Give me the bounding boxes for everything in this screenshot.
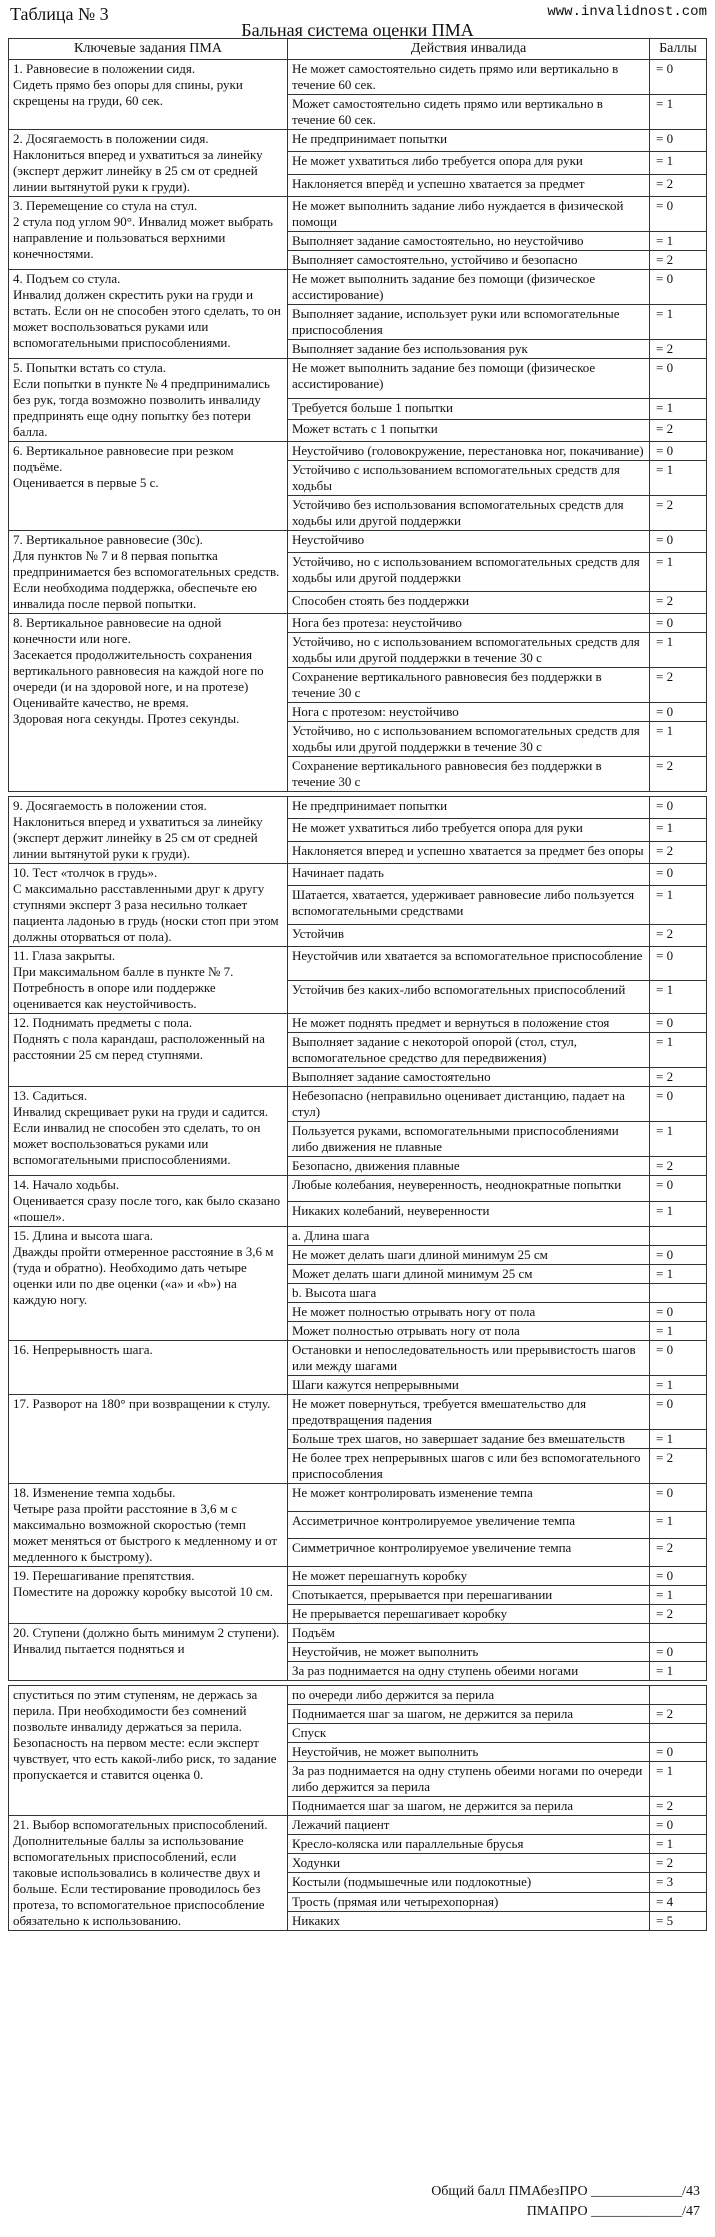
- score-cell: [650, 1284, 707, 1303]
- action-cell: Лежачий пациент: [288, 1816, 650, 1835]
- task-text: 11. Глаза закрыты.: [13, 948, 116, 963]
- action-cell: Сохранение вертикального равновесия без поддержки в течение 30 с: [288, 668, 650, 703]
- task-text: 2 стула под углом 90°. Инвалид может выбрать направление и пользоваться верхними конечностями.: [13, 214, 273, 261]
- task-text: Наклониться вперед и ухватиться за линейку (эксперт держит линейку в 25 см от средней линии вытянутой руки к груди).: [13, 814, 263, 861]
- action-cell: Не предпринимает попытки: [288, 130, 650, 152]
- task-text: 4. Подъем со стула.: [13, 271, 121, 286]
- task-text: Четыре раза пройти расстояние в 3,6 м с максимально возможной скоростью (темп может меняться от быстрого к медленному и от медленного к быстрому).: [13, 1501, 278, 1564]
- task-cell: [9, 197, 288, 270]
- score-cell: = 1: [650, 1511, 707, 1539]
- totals-block: [340, 2182, 700, 2222]
- action-cell: Не может самостоятельно сидеть прямо или вертикально в течение 60 сек.: [288, 60, 650, 95]
- score-cell: = 2: [650, 1605, 707, 1624]
- score-cell: = 0: [650, 1014, 707, 1033]
- table-row: [9, 60, 707, 95]
- task-text: 13. Садиться.: [13, 1088, 88, 1103]
- task-text: 20. Ступени (должно быть минимум 2 ступени).: [13, 1625, 280, 1640]
- action-cell: Способен стоять без поддержки: [288, 592, 650, 614]
- action-cell: Устойчив без каких-либо вспомогательных приспособлений: [288, 980, 650, 1014]
- task-text: 7. Вертикальное равновесие (30с).: [13, 532, 203, 547]
- table-row: [9, 1816, 707, 1835]
- task-cell: [9, 442, 288, 531]
- score-cell: = 0: [650, 60, 707, 95]
- action-cell: Начинает падать: [288, 864, 650, 886]
- action-cell: Не более трех непрерывных шагов с или без вспомогательного приспособления: [288, 1449, 650, 1484]
- task-text: Если попытки в пункте № 4 предпринимались без рук, тогда возможно позволить инвалиду предпринять еще одну попытку без потери балла.: [13, 376, 270, 439]
- action-cell: Остановки и непоследовательность или прерывистость шагов или между шагами: [288, 1341, 650, 1376]
- action-cell: Не прерывается перешагивает коробку: [288, 1605, 650, 1624]
- action-cell: Никаких: [288, 1911, 650, 1930]
- task-cell: [9, 1176, 288, 1227]
- task-cell: [9, 1816, 288, 1931]
- task-text: С максимально расставленными друг к другу ступнями эксперт 3 раза несильно толкает пациента ладонью в грудь (носки стоп при этом должны оторваться от пола).: [13, 881, 279, 944]
- action-cell: Спуск: [288, 1724, 650, 1743]
- task-cell: [9, 614, 288, 792]
- action-cell: Небезопасно (неправильно оценивает дистанцию, падает на стул): [288, 1087, 650, 1122]
- table-row: [9, 1395, 707, 1430]
- task-cell: [9, 797, 288, 864]
- score-cell: = 0: [650, 1743, 707, 1762]
- action-cell: Ходунки: [288, 1854, 650, 1873]
- score-cell: = 1: [650, 1322, 707, 1341]
- task-text: 17. Разворот на 180° при возвращении к стулу.: [13, 1396, 271, 1411]
- action-cell: Наклоняется вперед и успешно хватается за предмет без опоры: [288, 841, 650, 863]
- task-cell: [9, 1484, 288, 1567]
- score-cell: = 2: [650, 496, 707, 531]
- task-cell: [9, 359, 288, 442]
- task-text: Оценивайте качество, не время.: [13, 695, 189, 710]
- table-row: [9, 442, 707, 461]
- table-row: [9, 270, 707, 305]
- table-header-row: [9, 39, 707, 60]
- score-cell: = 0: [650, 947, 707, 981]
- action-cell: Наклоняется вперёд и успешно хватается за предмет: [288, 174, 650, 196]
- task-text: Для пунктов № 7 и 8 первая попытка предпринимается без вспомогательных средств. Если необходима поддержка, обеспечьте ею инвалида после первой попытки.: [13, 548, 280, 611]
- action-cell: Неустойчив, не может выполнить: [288, 1643, 650, 1662]
- table-row: [9, 130, 707, 152]
- score-cell: = 0: [650, 1816, 707, 1835]
- score-cell: = 1: [650, 461, 707, 496]
- column-header-actions: Действия инвалида: [288, 39, 650, 60]
- table-body: [9, 60, 707, 1931]
- table-number: Таблица № 3: [10, 4, 109, 24]
- task-text: 21. Выбор вспомогательных приспособлений.: [13, 1817, 268, 1832]
- score-cell: = 2: [650, 1157, 707, 1176]
- task-cell: [9, 531, 288, 614]
- score-cell: = 1: [650, 552, 707, 592]
- table-row: [9, 197, 707, 232]
- score-cell: = 0: [650, 1395, 707, 1430]
- task-text: Сидеть прямо без опоры для спины, руки скрещены на груди, 60 сек.: [13, 77, 243, 108]
- task-text: Дополнительные баллы за использование вспомогательных приспособлений, если таковые использовались в количестве двух и больше. Если тестирование проводилось без протеза, то вспомогательное приспособление обязательно к использованию.: [13, 1833, 265, 1928]
- total-without-prosthesis: Общий балл ПМАбезПРО _____________/43: [431, 2184, 700, 2199]
- score-cell: = 1: [650, 305, 707, 340]
- action-cell: Никаких колебаний, неуверенности: [288, 1201, 650, 1227]
- task-cell: [9, 1686, 288, 1816]
- task-text: Оценивается сразу после того, как было сказано «пошел».: [13, 1193, 281, 1224]
- action-cell: Нога с протезом: неустойчиво: [288, 703, 650, 722]
- score-cell: = 0: [650, 197, 707, 232]
- action-cell: Не может делать шаги длиной минимум 25 см: [288, 1246, 650, 1265]
- column-header-score: Баллы: [650, 39, 707, 60]
- page-header: [8, 4, 707, 40]
- action-cell: Устойчиво, но с использованием вспомогательных средств для ходьбы или другой поддержки в течение 30 с: [288, 722, 650, 757]
- action-cell: Шатается, хватается, удерживает равновесие либо пользуется вспомогательными средствами: [288, 885, 650, 925]
- task-text: Дважды пройти отмеренное расстояние в 3,6 м (туда и обратно). Необходимо дать четыре оценки или по две оценки («а» и «b») на каждую ногу.: [13, 1244, 274, 1307]
- column-header-tasks: Ключевые задания ПМА: [9, 39, 288, 60]
- score-cell: = 3: [650, 1873, 707, 1892]
- task-cell: [9, 1227, 288, 1341]
- table-row: [9, 1567, 707, 1586]
- task-text: 9. Досягаемость в положении стоя.: [13, 798, 207, 813]
- score-cell: = 0: [650, 1303, 707, 1322]
- table-row: [9, 1087, 707, 1122]
- score-cell: = 2: [650, 841, 707, 863]
- action-cell: Кресло-коляска или параллельные брусья: [288, 1835, 650, 1854]
- action-cell: Не может контролировать изменение темпа: [288, 1484, 650, 1512]
- score-cell: = 0: [650, 864, 707, 886]
- score-cell: = 1: [650, 819, 707, 841]
- score-cell: = 1: [650, 1122, 707, 1157]
- action-cell: За раз поднимается на одну ступень обеими ногами: [288, 1662, 650, 1681]
- task-text: 10. Тест «толчок в грудь».: [13, 865, 158, 880]
- task-text: Оценивается в первые 5 с.: [13, 475, 159, 490]
- action-cell: Ассиметричное контролируемое увеличение темпа: [288, 1511, 650, 1539]
- action-cell: Устойчиво с использованием вспомогательных средств для ходьбы: [288, 461, 650, 496]
- action-cell: Устойчиво, но с использованием вспомогательных средств для ходьбы или другой поддержки: [288, 552, 650, 592]
- action-cell: Шаги кажутся непрерывными: [288, 1376, 650, 1395]
- score-cell: = 0: [650, 1246, 707, 1265]
- score-cell: = 2: [650, 1705, 707, 1724]
- score-cell: = 0: [650, 442, 707, 461]
- action-cell: Не может выполнить задание без помощи (физическое ассистирование): [288, 359, 650, 399]
- action-cell: Не может поднять предмет и вернуться в положение стоя: [288, 1014, 650, 1033]
- action-cell: За раз поднимается на одну ступень обеими ногами по очереди либо держится за перила: [288, 1762, 650, 1797]
- score-cell: = 2: [650, 251, 707, 270]
- score-cell: = 1: [650, 95, 707, 130]
- total-with-prosthesis: ПМАПРО _____________/47: [526, 2204, 700, 2219]
- action-cell: Не может выполнить задание либо нуждается в физической помощи: [288, 197, 650, 232]
- action-cell: Трость (прямая или четырехопорная): [288, 1892, 650, 1911]
- score-cell: = 1: [650, 1835, 707, 1854]
- action-cell: Любые колебания, неуверенность, неоднократные попытки: [288, 1176, 650, 1202]
- task-cell: [9, 1567, 288, 1624]
- score-cell: = 1: [650, 1201, 707, 1227]
- action-cell: Неустойчив или хватается за вспомогательное приспособление: [288, 947, 650, 981]
- score-cell: = 2: [650, 757, 707, 792]
- score-cell: = 1: [650, 1265, 707, 1284]
- score-cell: = 1: [650, 232, 707, 251]
- action-cell: Не может перешагнуть коробку: [288, 1567, 650, 1586]
- score-cell: = 0: [650, 1087, 707, 1122]
- score-cell: [650, 1686, 707, 1705]
- score-cell: = 0: [650, 614, 707, 633]
- table-row: [9, 614, 707, 633]
- score-cell: = 0: [650, 130, 707, 152]
- action-cell: Не может полностью отрывать ногу от пола: [288, 1303, 650, 1322]
- task-text: Наклониться вперед и ухватиться за линейку (эксперт держит линейку в 25 см от средней линии вытянутой руки к груди).: [13, 147, 263, 194]
- action-cell: Безопасно, движения плавные: [288, 1157, 650, 1176]
- table-row: [9, 1484, 707, 1512]
- score-cell: [650, 1227, 707, 1246]
- task-text: Поместите на дорожку коробку высотой 10 см.: [13, 1584, 274, 1599]
- action-cell: Сохранение вертикального равновесия без поддержки в течение 30 с: [288, 757, 650, 792]
- task-cell: [9, 1087, 288, 1176]
- action-cell: Симметричное контролируемое увеличение темпа: [288, 1539, 650, 1567]
- score-cell: = 0: [650, 359, 707, 399]
- score-cell: = 1: [650, 885, 707, 925]
- score-cell: = 1: [650, 152, 707, 174]
- score-cell: = 2: [650, 174, 707, 196]
- table-row: [9, 1624, 707, 1643]
- action-cell: Нога без протеза: неустойчиво: [288, 614, 650, 633]
- action-cell: Поднимается шаг за шагом, не держится за перила: [288, 1797, 650, 1816]
- task-cell: [9, 1014, 288, 1087]
- action-cell: Не может выполнить задание без помощи (физическое ассистирование): [288, 270, 650, 305]
- action-cell: Больше трех шагов, но завершает задание без вмешательств: [288, 1430, 650, 1449]
- task-cell: [9, 1624, 288, 1681]
- task-text: 3. Перемещение со стула на стул.: [13, 198, 198, 213]
- action-cell: a. Длина шага: [288, 1227, 650, 1246]
- task-text: 14. Начало ходьбы.: [13, 1177, 120, 1192]
- task-text: 1. Равновесие в положении сидя.: [13, 61, 196, 76]
- score-cell: = 2: [650, 1449, 707, 1484]
- table-row: [9, 1227, 707, 1246]
- score-cell: = 2: [650, 420, 707, 442]
- score-cell: = 0: [650, 703, 707, 722]
- score-cell: = 4: [650, 1892, 707, 1911]
- task-text: Инвалид должен скрестить руки на груди и встать. Если он не способен этого сделать, то он может воспользоваться руками или вспомогательными приспособлениями.: [13, 287, 281, 350]
- score-cell: = 1: [650, 1586, 707, 1605]
- score-cell: = 0: [650, 797, 707, 819]
- action-cell: Устойчиво, но с использованием вспомогательных средств для ходьбы или другой поддержки в течение 30 с: [288, 633, 650, 668]
- task-text: 8. Вертикальное равновесие на одной конечности или ноге.: [13, 615, 222, 646]
- task-text: 12. Поднимать предметы с пола.: [13, 1015, 193, 1030]
- score-cell: = 1: [650, 633, 707, 668]
- score-cell: = 1: [650, 1430, 707, 1449]
- action-cell: Поднимается шаг за шагом, не держится за перила: [288, 1705, 650, 1724]
- score-cell: = 2: [650, 1797, 707, 1816]
- action-cell: b. Высота шага: [288, 1284, 650, 1303]
- action-cell: по очереди либо держится за перила: [288, 1686, 650, 1705]
- table-row: [9, 531, 707, 553]
- score-cell: = 2: [650, 1068, 707, 1087]
- action-cell: Не может ухватиться либо требуется опора для руки: [288, 152, 650, 174]
- task-text: 2. Досягаемость в положении сидя.: [13, 131, 209, 146]
- table-row: [9, 947, 707, 981]
- action-cell: Устойчиво без использования вспомогательных средств для ходьбы или другой поддержки: [288, 496, 650, 531]
- score-cell: = 1: [650, 980, 707, 1014]
- task-text: Здоровая нога секунды. Протез секунды.: [13, 711, 240, 726]
- task-text: 15. Длина и высота шага.: [13, 1228, 153, 1243]
- score-table: [8, 38, 707, 1931]
- table-row: [9, 1686, 707, 1705]
- action-cell: Может делать шаги длиной минимум 25 см: [288, 1265, 650, 1284]
- action-cell: Неустойчиво: [288, 531, 650, 553]
- task-cell: [9, 60, 288, 130]
- score-cell: = 0: [650, 531, 707, 553]
- score-cell: = 1: [650, 1376, 707, 1395]
- action-cell: Может встать с 1 попытки: [288, 420, 650, 442]
- score-cell: = 0: [650, 1643, 707, 1662]
- action-cell: Выполняет самостоятельно, устойчиво и безопасно: [288, 251, 650, 270]
- table-row: [9, 797, 707, 819]
- action-cell: Неустойчив, не может выполнить: [288, 1743, 650, 1762]
- action-cell: Пользуется руками, вспомогательными приспособлениями либо движения не плавные: [288, 1122, 650, 1157]
- task-cell: [9, 1395, 288, 1484]
- score-cell: = 1: [650, 722, 707, 757]
- score-cell: = 2: [650, 592, 707, 614]
- task-text: Инвалид пытается подняться и: [13, 1641, 185, 1656]
- score-cell: = 0: [650, 1341, 707, 1376]
- task-text: Инвалид скрещивает руки на груди и садится. Если инвалид не способен это сделать, то он может воспользоваться руками или вспомогательными приспособлениями.: [13, 1104, 269, 1167]
- score-cell: = 0: [650, 1484, 707, 1512]
- score-cell: = 0: [650, 1567, 707, 1586]
- action-cell: Может полностью отрывать ногу от пола: [288, 1322, 650, 1341]
- task-text: 5. Попытки встать со стула.: [13, 360, 166, 375]
- task-text: Засекается продолжительность сохранения вертикального равновесия на каждой ноге по очереди (и на здоровой ноге, и на протезе): [13, 647, 264, 694]
- table-row: [9, 864, 707, 886]
- task-text: 18. Изменение темпа ходьбы.: [13, 1485, 176, 1500]
- score-cell: = 2: [650, 340, 707, 359]
- table-row: [9, 1341, 707, 1376]
- task-cell: [9, 947, 288, 1014]
- score-cell: = 2: [650, 1854, 707, 1873]
- task-text: 6. Вертикальное равновесие при резком подъёме.: [13, 443, 234, 474]
- score-cell: = 2: [650, 1539, 707, 1567]
- action-cell: Спотыкается, прерывается при перешагивании: [288, 1586, 650, 1605]
- score-cell: = 1: [650, 1662, 707, 1681]
- score-cell: [650, 1724, 707, 1743]
- document-title: Бальная система оценки ПМА: [241, 20, 474, 40]
- table-row: [9, 1014, 707, 1033]
- action-cell: Подъём: [288, 1624, 650, 1643]
- score-cell: = 1: [650, 398, 707, 420]
- task-text: Поднять с пола карандаш, расположенный на расстоянии 25 см перед ступнями.: [13, 1031, 265, 1062]
- action-cell: Выполняет задание самостоятельно: [288, 1068, 650, 1087]
- action-cell: Костыли (подмышечные или подлокотные): [288, 1873, 650, 1892]
- task-cell: [9, 1341, 288, 1395]
- score-cell: = 5: [650, 1911, 707, 1930]
- site-url: www.invalidnost.com: [547, 4, 707, 20]
- table-row: [9, 1176, 707, 1202]
- score-cell: = 1: [650, 1762, 707, 1797]
- task-text: 16. Непрерывность шага.: [13, 1342, 153, 1357]
- task-text: 19. Перешагивание препятствия.: [13, 1568, 195, 1583]
- score-cell: = 0: [650, 270, 707, 305]
- score-cell: = 0: [650, 1176, 707, 1202]
- action-cell: Устойчив: [288, 925, 650, 947]
- action-cell: Не может повернуться, требуется вмешательство для предотвращения падения: [288, 1395, 650, 1430]
- action-cell: Неустойчиво (головокружение, перестановка ног, покачивание): [288, 442, 650, 461]
- task-cell: [9, 864, 288, 947]
- task-cell: [9, 130, 288, 197]
- score-cell: [650, 1624, 707, 1643]
- action-cell: Выполняет задание без использования рук: [288, 340, 650, 359]
- task-text: спуститься по этим ступеням, не держась за перила. При необходимости без сомнений позвольте инвалиду держаться за перила. Безопасность на первом месте: если эксперт чувствует, что есть какой-либо риск, то задание пропускается и ставится оценка 0.: [13, 1687, 277, 1782]
- action-cell: Выполняет задание, использует руки или вспомогательные приспособления: [288, 305, 650, 340]
- action-cell: Может самостоятельно сидеть прямо или вертикально в течение 60 сек.: [288, 95, 650, 130]
- table-row: [9, 359, 707, 399]
- score-cell: = 1: [650, 1033, 707, 1068]
- score-cell: = 2: [650, 925, 707, 947]
- action-cell: Не может ухватиться либо требуется опора для руки: [288, 819, 650, 841]
- task-cell: [9, 270, 288, 359]
- task-text: При максимальном балле в пункте № 7. Потребность в опоре или поддержке оценивается как неустойчивость.: [13, 964, 234, 1011]
- score-cell: = 2: [650, 668, 707, 703]
- action-cell: Выполняет задание с некоторой опорой (стол, стул, вспомогательное средство для передвижения): [288, 1033, 650, 1068]
- action-cell: Выполняет задание самостоятельно, но неустойчиво: [288, 232, 650, 251]
- action-cell: Не предпринимает попытки: [288, 797, 650, 819]
- action-cell: Требуется больше 1 попытки: [288, 398, 650, 420]
